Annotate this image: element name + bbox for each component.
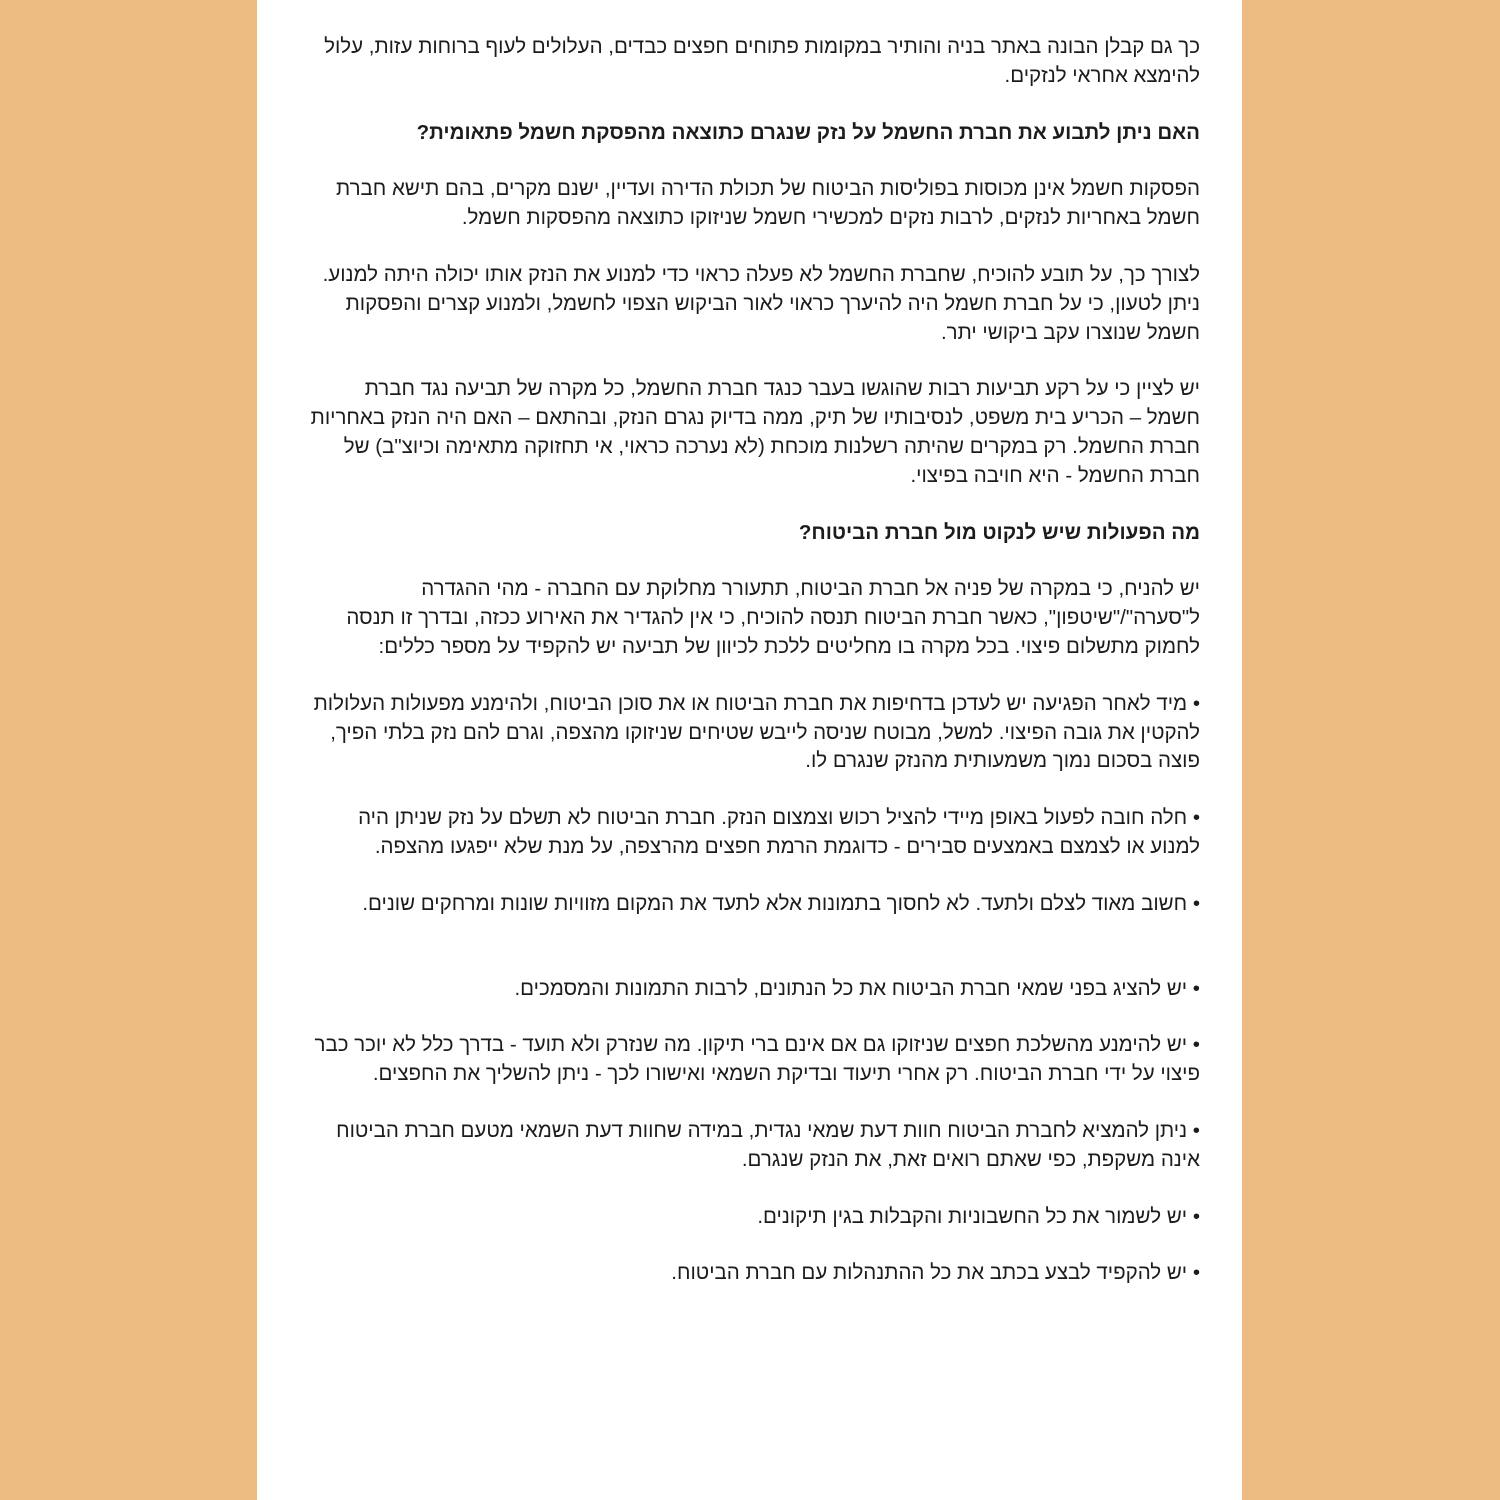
paragraph-burden-of-proof: לצורך כך, על תובע להוכיח, שחברת החשמל לא פעלה כראוי כדי למנוע את הנזק אותו יכולה היתה למנוע. ניתן לטעון, כי על חברת חשמל היה להיערך כראוי לאור הביקוש הצפוי לחשמל, ולמנוע קצרים והפסקות חשמל שנוצרו עקב ביקושי יתר. [322,262,1200,344]
document-page [257,0,1242,1500]
document-body [309,33,1200,1316]
heading-insurance-actions: מה הפעולות שיש לנקוט מול חברת הביטוח? [798,520,1200,544]
list-item: • חלה חובה לפעול באופן מיידי להציל רכוש וצמצום הנזק. חברת הביטוח לא תשלם על נזק שניתן היה למנוע או לצמצם באמצעים סבירים - כדוגמת הרמת חפצים מהרצפה, על מנת שלא ייפגעו מהצפה. [358,806,1200,858]
list-item: • יש להימנע מהשלכת חפצים שניזוקו גם אם אינם ברי תיקון. מה שנזרק ולא תועד - בדרך כלל לא יוכר כבר פיצוי על ידי חברת הביטוח. רק אחרי תיעוד ובדיקת השמאי ואישורו לכך - ניתן להשליך את החפצים. [314,1033,1200,1086]
list-item: • יש להקפיד לבצע בכתב את כל ההתנהלות עם חברת הביטוח. [671,1261,1200,1285]
list-item: • חשוב מאוד לצלם ולתעד. לא לחסוך בתמונות אלא לתעד את המקום מזוויות שונות ומרחקים שונים. [362,891,1200,915]
heading-electric-company-claim: האם ניתן לתבוע את חברת החשמל על נזק שנגרם כתוצאה מהפסקת חשמל פתאומית? [416,120,1200,144]
list-item: • יש לשמור את כל החשבוניות והקבלות בגין תיקונים. [757,1204,1200,1228]
list-item: • ניתן להמציא לחברת הביטוח חוות דעת שמאי נגדית, במידה שחוות דעת השמאי מטעם חברת הביטוח אינה משקפת, כפי שאתם רואים זאת, את הנזק שנגרם. [336,1118,1200,1171]
paragraph-power-outage-coverage: הפסקות חשמל אינן מכוסות בפוליסות הביטוח של תכולת הדירה ועדיין, ישנם מקרים, בהם תישא חברת חשמל באחריות לנזקים, לרבות נזקים למכשירי חשמל שניזוקו כתוצאה מהפסקות חשמל. [336,177,1200,230]
paragraph-insurance-dispute: יש להניח, כי במקרה של פניה אל חברת הביטוח, תתעורר מחלוקת עם החברה - מהי ההגדרה ל"סערה"/"שיטפון", כאשר חברת הביטוח תנסה להוכיח, כי אין להגדיר את האירוע ככזה, ובדרך זו תנסה לחמוק מתשלום פיצוי. בכל מקרה בו מחליטים ללכת לכיוון של תביעה יש להקפיד על מספר כללים: [346,577,1200,658]
list-item: • יש להציג בפני שמאי חברת הביטוח את כל הנתונים, לרבות התמונות והמסמכים. [514,976,1200,1000]
paragraph-court-precedents: יש לציין כי על רקע תביעות רבות שהוגשו בעבר כנגד חברת החשמל, כל מקרה של תביעה נגד חברת חשמל – הכריע בית משפט, לנסיבותיו של תיק, ממה בדיוק נגרם הנזק, ובהתאם – האם היה הנזק באחריות חברת החשמל. רק במקרים שהיתה רשלנות מוכחת (לא נערכה כראוי, אי תחזוקה מתאימה וכיוצ"ב) של חברת החשמל - היא חויבה בפיצוי. [310,377,1200,487]
paragraph-contractor-liability: כך גם קבלן הבונה באתר בניה והותיר במקומות פתוחים חפצים כבדים, העלולים לעוף ברוחות עזות, עלול להימצא אחראי לנזקים. [324,35,1200,87]
list-item: • מיד לאחר הפגיעה יש לעדכן בדחיפות את חברת הביטוח או את סוכן הביטוח, ולהימנע מפעולות העלולות להקטין את גובה הפיצוי. למשל, מבוטח שניסה לייבש שטיחים שניזוקו מהצפה, וגרם להם נזק בלתי הפיך, פוצה בסכום נמוך משמעותית מהנזק שנגרם לו. [313,691,1200,773]
